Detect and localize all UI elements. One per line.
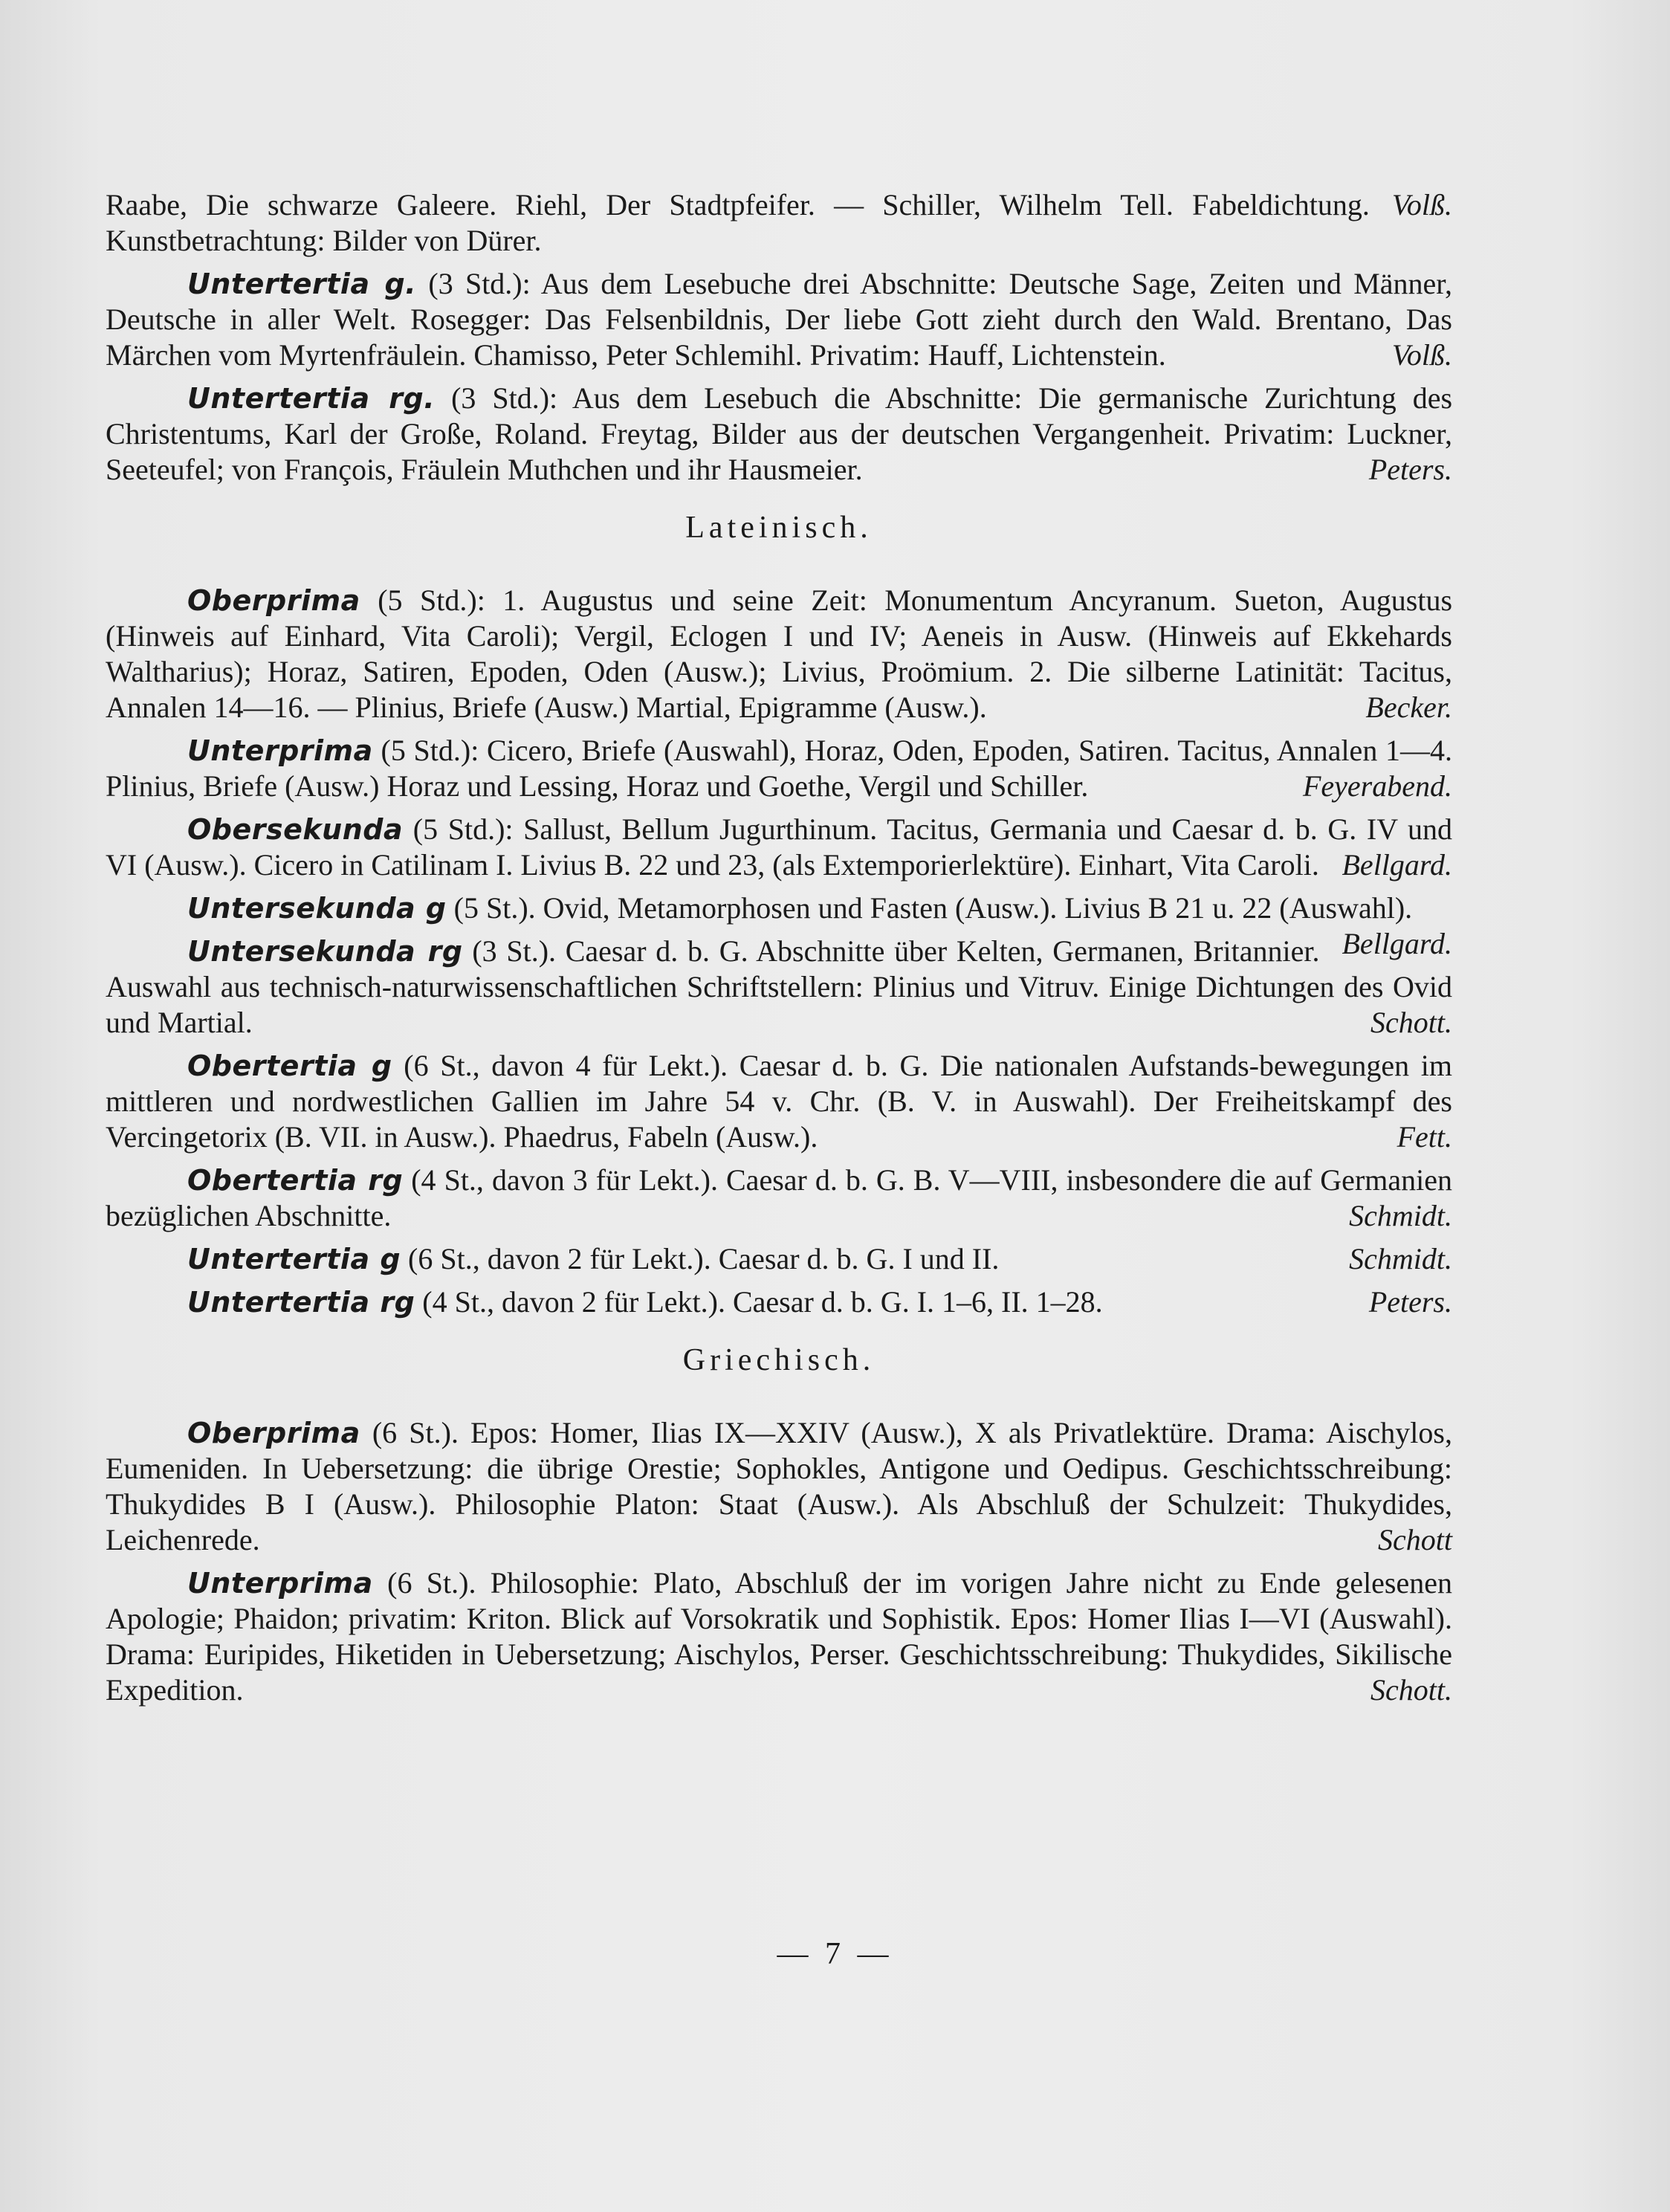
entry-text: (5 Std.): Sallust, Bellum Jugurthinum. Tacitus, Germania und Caesar d. b. G. IV und VI (Ausw.). Cicero in Catilinam I. Livius B. 22 und 23, (als Extemporierlektüre). Einhart, Vita Caroli.: [106, 812, 1452, 882]
class-name: Obertertia g: [187, 1050, 392, 1082]
deutsch-continuation: [106, 187, 1452, 259]
teacher-signature: Schott: [1378, 1523, 1452, 1556]
class-name: Oberprima: [187, 1417, 360, 1449]
teacher-signature: Feyerabend.: [1302, 769, 1452, 803]
class-name: Untertertia rg: [187, 1286, 415, 1319]
class-name: Untertertia rg.: [187, 382, 436, 415]
class-name: Obersekunda: [187, 813, 404, 846]
class-name: Untertertia g: [187, 1243, 401, 1275]
entry-untersekunda-rg-latein: [106, 934, 1452, 1041]
teacher-signature: Schott.: [1370, 1673, 1452, 1707]
entry-text: (4 St., davon 3 für Lekt.). Caesar d. b. G. B. V—VIII, insbesondere die auf Germanien bezüglichen Abschnitte.: [106, 1163, 1452, 1232]
entry-untertertia-g-latein: [106, 1241, 1452, 1277]
section-heading-latein: Lateinisch.: [685, 511, 873, 545]
entry-text: (3 Std.): Aus dem Lesebuche drei Abschnitte: Deutsche Sage, Zeiten und Männer, Deutsche in aller Welt. Rosegger: Das Felsenbildnis, Der liebe Gott zieht durch den Wald. Brentano, Das Märchen vom Myrtenfräulein. Chamisso, Peter Schlemihl. Privatim: Hauff, Lichtenstein.: [106, 267, 1452, 372]
entry-text: (5 Std.): Cicero, Briefe (Auswahl), Horaz, Oden, Epoden, Satiren. Tacitus, Annalen 1—4. Plinius, Briefe (Ausw.) Horaz und Lessing, Horaz und Goethe, Vergil und Schiller.: [106, 734, 1453, 803]
entry-untertertia-g-deutsch: [106, 266, 1452, 373]
entry-oberprima-griechisch: [106, 1415, 1452, 1558]
class-name: Untersekunda rg: [187, 935, 463, 968]
entry-obersekunda-latein: [106, 812, 1452, 883]
teacher-signature: Bellgard.: [1341, 848, 1452, 882]
class-name: Oberprima: [187, 584, 360, 617]
class-name: Untersekunda g: [187, 892, 447, 925]
teacher-signature: Peters.: [1368, 453, 1452, 486]
teacher-signature: Volß.: [1391, 188, 1452, 221]
entry-text: Raabe, Die schwarze Galeere. Riehl, Der Stadtpfeifer. — Schiller, Wilhelm Tell. Fabeldichtung. Kunstbetrachtung: Bilder von Dürer.: [106, 188, 1370, 257]
entry-text: (6 St.). Epos: Homer, Ilias IX—XXIV (Ausw.), X als Privatlektüre. Drama: Aischylos, Eumeniden. In Uebersetzung: die übrige Orestie; Sophokles, Antigone und Oedipus. Geschichtsschreibung: Thukydides B I (Ausw.). Philosophie Platon: Staat (Ausw.). Als Abschluß der Schulzeit: Thukydides, Leichenrede.: [106, 1416, 1452, 1556]
section-heading-griechisch: Griechisch.: [682, 1343, 876, 1377]
class-name: Unterprima: [187, 1567, 373, 1600]
teacher-signature: Fett.: [1396, 1120, 1452, 1154]
page-number: — 7 —: [777, 1937, 893, 1971]
entry-text: (5 St.). Ovid, Metamorphosen und Fasten (Ausw.). Livius B 21 u. 22 (Auswahl).: [453, 891, 1413, 925]
teacher-signature: Schmidt.: [1349, 1199, 1452, 1232]
entry-unterprima-griechisch: [106, 1565, 1452, 1708]
entry-text: (6 St.). Philosophie: Plato, Abschluß der im vorigen Jahre nicht zu Ende gelesenen Apologie; Phaidon; privatim: Kriton. Blick auf Vorsokratik und Sophistik. Epos: Homer Ilias I—VI (Auswahl). Drama: Euripides, Hiketiden in Uebersetzung; Aischylos, Perser. Geschichtsschreibung: Thukydides, Sikilische Expedition.: [106, 1566, 1453, 1707]
teacher-signature: Bellgard.: [1341, 927, 1452, 960]
class-name: Unterprima: [187, 734, 373, 767]
teacher-signature: Peters.: [1368, 1285, 1452, 1319]
document-body: [106, 187, 1452, 1715]
entry-text: (4 St., davon 2 für Lekt.). Caesar d. b. G. I. 1–6, II. 1–28.: [422, 1285, 1103, 1319]
entry-text: (6 St., davon 2 für Lekt.). Caesar d. b. G. I und II.: [408, 1242, 1000, 1275]
class-name: Untertertia g.: [187, 268, 417, 300]
teacher-signature: Becker.: [1365, 691, 1452, 724]
entry-untertertia-rg-latein: [106, 1284, 1452, 1320]
entry-oberprima-latein: [106, 583, 1452, 725]
entry-unterprima-latein: [106, 733, 1452, 804]
teacher-signature: Schmidt.: [1349, 1242, 1452, 1275]
class-name: Obertertia rg: [187, 1164, 404, 1197]
teacher-signature: Schott.: [1370, 1006, 1452, 1039]
entry-text: (5 Std.): 1. Augustus und seine Zeit: Monumentum Ancyranum. Sueton, Augustus (Hinweis auf Einhard, Vita Caroli); Vergil, Eclogen I und IV; Aeneis in Ausw. (Hinweis auf Ekkehards Waltharius); Horaz, Satiren, Epoden, Oden (Ausw.); Livius, Proömium. 2. Die silberne Latinität: Tacitus, Annalen 14—16. — Plinius, Briefe (Ausw.) Martial, Epigramme (Ausw.).: [106, 583, 1453, 724]
teacher-signature: Volß.: [1391, 338, 1452, 372]
entry-obertertia-rg-latein: [106, 1162, 1452, 1234]
entry-untertertia-rg-deutsch: [106, 381, 1452, 488]
entry-text: (6 St., davon 4 für Lekt.). Caesar d. b. G. Die nationalen Aufstands-bewegungen im mittleren und nordwestlichen Gallien im Jahre 54 v. Chr. (B. V. in Auswahl). Der Freiheitskampf des Vercingetorix (B. VII. in Ausw.). Phaedrus, Fabeln (Ausw.).: [106, 1049, 1452, 1154]
entry-text: (3 Std.): Aus dem Lesebuch die Abschnitte: Die germanische Zurichtung des Christentums, Karl der Große, Roland. Freytag, Bilder aus der deutschen Vergangenheit. Privatim: Luckner, Seeteufel; von François, Fräulein Muthchen und ihr Hausmeier.: [106, 381, 1453, 486]
entry-obertertia-g-latein: [106, 1048, 1452, 1155]
entry-text: (3 St.). Caesar d. b. G. Abschnitte über Kelten, Germanen, Britannier. Auswahl aus technisch-naturwissenschaftlichen Schriftstellern: Plinius und Vitruv. Einige Dichtungen des Ovid und Martial.: [106, 934, 1452, 1039]
